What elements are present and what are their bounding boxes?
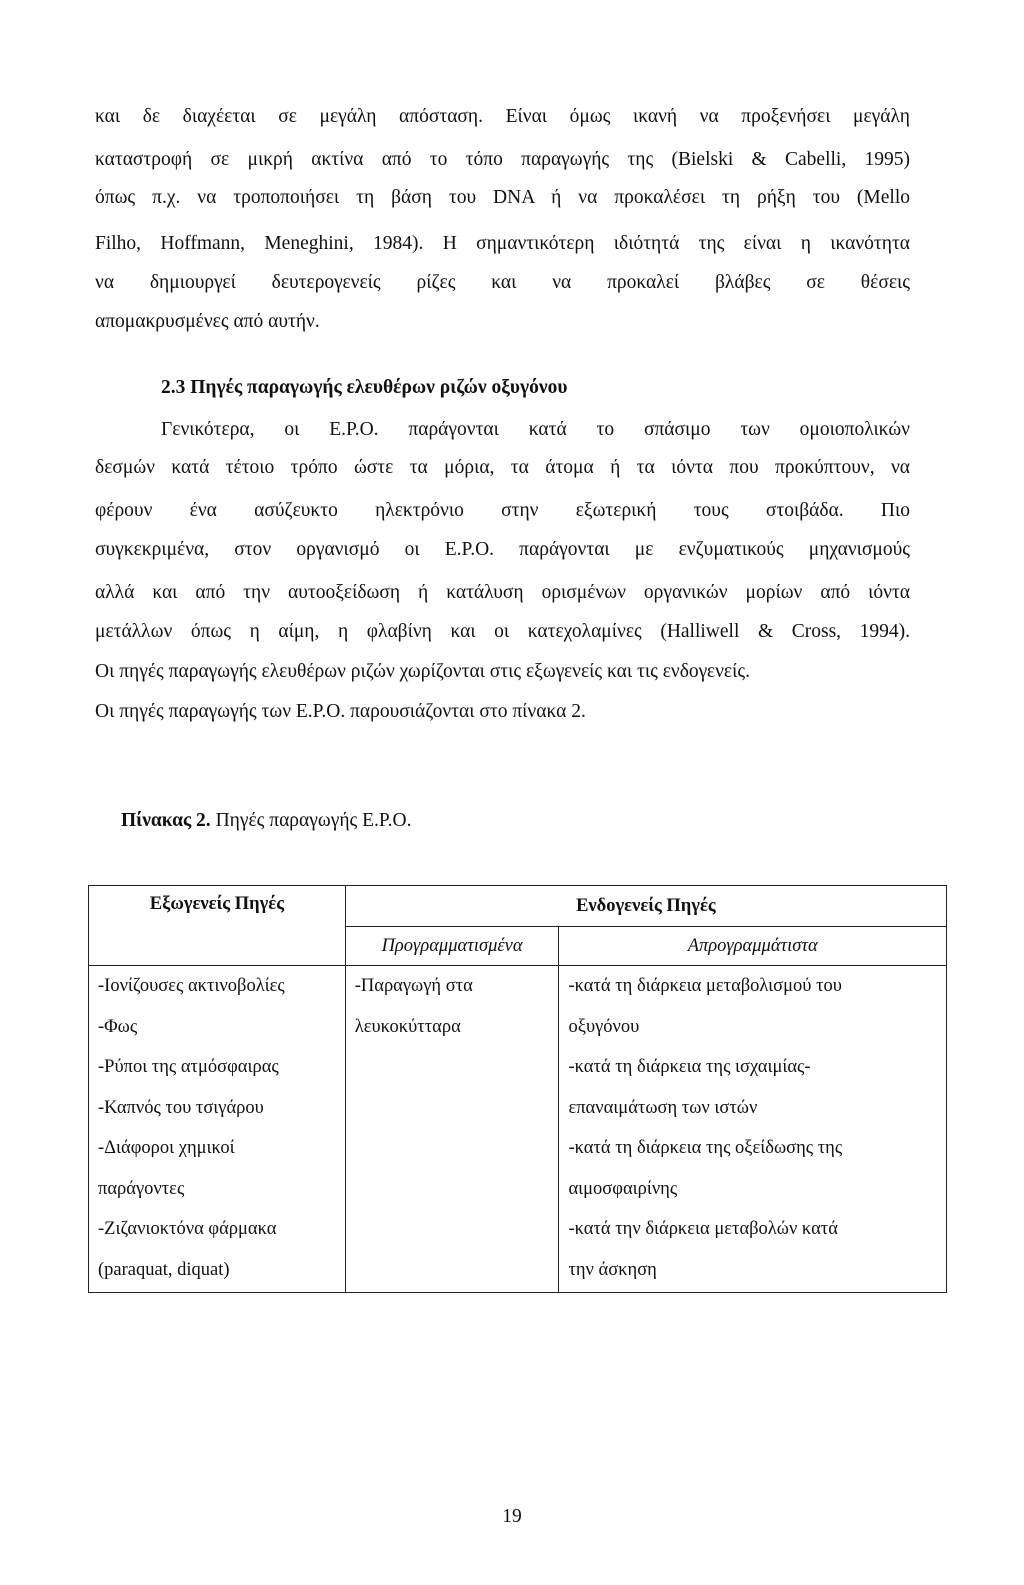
header-exogenous: Εξωγενείς Πηγές [89,886,346,966]
list-item: -κατά τη διάρκεια της οξείδωσης της [568,1138,843,1158]
header-endogenous: Ενδογενείς Πηγές [345,886,946,927]
text-line: και δε διαχέεται σε μεγάλη απόσταση. Είναι όμως ικανή να προξενήσει μεγάλη [95,106,910,127]
text-line: Οι πηγές παραγωγής των Ε.Ρ.Ο. παρουσιάζονται στο πίνακα 2. [95,701,586,722]
text-line: Filho, Hoffmann, Meneghini, 1984). Η σημαντικότερη ιδιότητά της είναι η ικανότητα [95,233,910,254]
text-line: καταστροφή σε μικρή ακτίνα από το τόπο παραγωγής της (Bielski & Cabelli, 1995) [95,149,910,170]
list-item: -Διάφοροι χημικοί [98,1138,235,1158]
list-item: -Παραγωγή στα [354,976,473,996]
text-line: φέρουν ένα ασύζευκτο ηλεκτρόνιο στην εξωτερική τους στοιβάδα. Πιο [95,500,910,521]
list-item: την άσκηση [568,1259,657,1280]
subheader-programmed: Προγραμματισμένα [345,927,559,966]
list-item: -Καπνός του τσιγάρου [98,1097,264,1118]
list-item: λευκοκύτταρα [354,1016,461,1037]
programmed-cell [345,966,559,1293]
text-line: δεσμών κατά τέτοιο τρόπο ώστε τα μόρια, τα άτομα ή τα ιόντα που προκύπτουν, να [95,457,910,478]
list-item: -Ζιζανιοκτόνα φάρμακα [98,1219,277,1239]
page-number: 19 [502,1506,522,1527]
text-line: Οι πηγές παραγωγής ελευθέρων ριζών χωρίζονται στις εξωγενείς και τις ενδογενείς. [95,661,750,682]
list-item: -κατά τη διάρκεια της ισχαιμίας- [568,1057,811,1077]
list-item: (paraquat, diquat) [98,1259,230,1280]
text-line: να δημιουργεί δευτερογενείς ρίζες και να προκαλεί βλάβες σε θέσεις [95,272,910,293]
text-line: Γενικότερα, οι Ε.Ρ.Ο. παράγονται κατά το σπάσιμο των ομοιοπολικών [161,419,910,440]
table-caption-text: Πηγές παραγωγής Ε.Ρ.Ο. [210,810,412,831]
list-item: οξυγόνου [568,1016,640,1037]
text-line: απομακρυσμένες από αυτήν. [95,311,320,332]
list-item: -κατά τη διάρκεια μεταβολισμού του [568,976,842,996]
text-line: αλλά και από την αυτοοξείδωση ή κατάλυση ορισμένων οργανικών μορίων από ιόντα [95,582,910,603]
list-item: επαναιμάτωση των ιστών [568,1097,758,1118]
sources-table [88,885,947,1293]
section-heading: 2.3 Πηγές παραγωγής ελευθέρων ριζών οξυγόνου [161,377,568,398]
subheader-unprogrammed: Απρογραμμάτιστα [559,927,947,966]
list-item: -κατά την διάρκεια μεταβολών κατά [568,1219,838,1239]
list-item: παράγοντες [98,1178,185,1199]
table-caption-label: Πίνακας 2. [121,810,211,831]
table-caption [121,809,411,833]
table-row [89,966,947,1293]
text-line: όπως π.χ. να τροποποιήσει τη βάση του DNA ή να προκαλέσει τη ρήξη του (Mello [95,187,910,208]
exogenous-cell [89,966,346,1293]
unprogrammed-cell [559,966,947,1293]
list-item: -Φως [98,1016,138,1037]
list-item: -Ιονίζουσες ακτινοβολίες [98,976,285,996]
text-line: μετάλλων όπως η αίμη, η φλαβίνη και οι κατεχολαμίνες (Halliwell & Cross, 1994). [95,621,910,642]
list-item: -Ρύποι της ατμόσφαιρας [98,1057,279,1077]
list-item: αιμοσφαιρίνης [568,1178,678,1199]
text-line: συγκεκριμένα, στον οργανισμό οι Ε.Ρ.Ο. παράγονται με ενζυματικούς μηχανισμούς [95,539,910,560]
table-header-row [89,886,947,927]
